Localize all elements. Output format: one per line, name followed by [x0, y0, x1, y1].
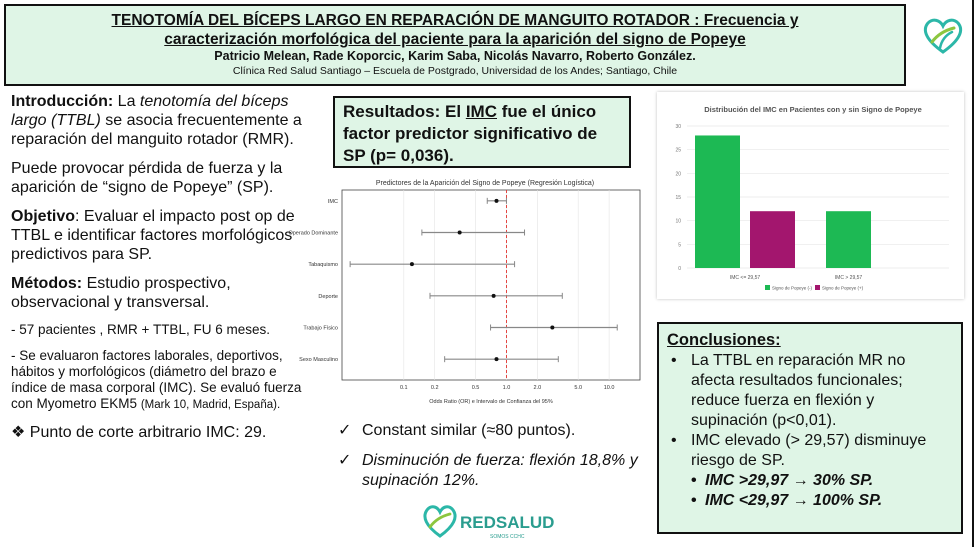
finding-strength-text: Disminución de fuerza: flexión 18,8% y supinación 12%. [362, 452, 638, 489]
forest-plot [288, 178, 645, 410]
bar-chart-legend [765, 285, 864, 291]
objective-paragraph [11, 207, 311, 264]
finding-constant-text: Constant similar (≈80 puntos). [362, 422, 576, 439]
forest-x-tick-label: 2.0 [533, 385, 542, 391]
forest-x-tick-label: 5.0 [574, 385, 583, 391]
heart-logo-icon [425, 507, 455, 536]
bar-chart-title: Distribución del IMC en Pacientes con y sin Signo de Popeye [704, 105, 922, 114]
forest-x-tick-label: 0.1 [399, 385, 408, 391]
results-post: fue el único factor predictor significativo de SP (p= 0,036). [343, 102, 598, 165]
forest-point [492, 294, 496, 298]
finding-constant [338, 421, 638, 441]
forest-row-label: IMC [327, 198, 338, 205]
heart-logo-icon [918, 12, 968, 58]
conclusion-item-1: • La TTBL en reparación MR no afecta resultados funcionales; reduce fuerza en flexión y supinación (p<0,01). [667, 351, 953, 431]
forest-plot-title: Predictores de la Aparición del Signo de Popeye (Regresión Logística) [375, 180, 595, 187]
logo-text: REDSALUD [460, 513, 555, 532]
intro-paragraph [11, 92, 311, 149]
forest-point [495, 357, 499, 361]
bar-category-label: IMC > 29,57 [834, 275, 863, 281]
methods-label: Métodos: [11, 275, 83, 292]
diamond-bullet-icon: ❖ [11, 424, 26, 441]
forest-plot-xlabel: Odds Ratio (OR) e Intervalo de Confianza del 95% [429, 399, 553, 405]
bar-y-tick-label: 0 [678, 266, 681, 272]
objective-text: : Evaluar el impacto post op de TTBL e identificar factores morfológicos predictivos para SP. [11, 208, 295, 263]
forest-row-label: Trabajo Físico [303, 325, 338, 332]
legend-swatch [765, 285, 770, 290]
methods-item-2-text: - Se evaluaron factores laborales, deportivos, hábitos y morfológicos (diámetro del brazo e índice de masa corporal (IMC). Se evaluó fuerza con Myometro EKM5 [11, 348, 302, 411]
results-box [333, 96, 631, 168]
bar-y-tick-label: 15 [675, 195, 681, 201]
methods-item-1: - 57 pacientes , RMR + TTBL, FU 6 meses. [11, 322, 270, 337]
methods-item-2-small: (Mark 10, Madrid, España). [140, 399, 281, 411]
forest-plot-rows [288, 198, 617, 363]
bar-y-tick-label: 5 [678, 242, 681, 249]
conclusions-list [667, 351, 953, 511]
left-column [11, 92, 311, 452]
bar-no-popeye [826, 211, 871, 268]
legend-label: Signo de Popeye (+) [822, 285, 864, 291]
forest-x-tick-label: 0.2 [430, 385, 439, 391]
forest-point [458, 231, 462, 235]
title-line-1: TENOTOMÍA DEL BÍCEPS LARGO EN REPARACIÓN DE MANGUITO ROTADOR : Frecuencia y [111, 12, 799, 29]
results-imc: IMC [465, 102, 497, 121]
conclusion-subitem-1: • IMC >29,97 → 30% SP. [667, 471, 953, 491]
findings-list [338, 421, 638, 501]
bar-y-tick-label: 30 [675, 124, 681, 130]
legend-label: Signo de Popeye (-) [772, 285, 813, 291]
bmi-bar-chart [657, 92, 964, 299]
bar-no-popeye [695, 135, 740, 268]
intro-pre: La [117, 93, 136, 110]
bar-popeye [750, 211, 795, 268]
cutoff-text: Punto de corte arbitrario IMC: 29. [29, 424, 267, 441]
finding-strength [338, 451, 638, 491]
results-pre: Resultados: El [343, 102, 462, 121]
forest-x-tick-label: 10.0 [603, 385, 615, 391]
forest-row-label: Sexo Masculino [299, 357, 338, 364]
right-border [972, 0, 974, 547]
intro-rest: se asocia frecuentemente a reparación del manguito rotador (RMR). [11, 112, 302, 148]
check-icon: ✓ [338, 452, 352, 469]
intro-label: Introducción: [11, 93, 114, 110]
methods-text: Estudio prospectivo, observacional y transversal. [11, 275, 231, 311]
bar-chart-bars [695, 135, 871, 268]
legend-swatch [815, 285, 820, 290]
conclusion-item-2: • IMC elevado (> 29,57) disminuye riesgo de SP. [667, 431, 953, 471]
title-line-2: caracterización morfológica del paciente para la aparición del signo de Popeye [164, 31, 746, 48]
forest-row-label: Deporte [318, 293, 338, 300]
forest-x-tick-label: 1.0 [502, 385, 511, 391]
authors: Patricio Melean, Rade Koporcic, Karim Saba, Nicolás Navarro, Roberto González. [214, 49, 696, 63]
redsalud-logo [420, 500, 560, 542]
bar-category-label: IMC <= 29,57 [729, 275, 761, 281]
forest-x-tick-label: 0.5 [471, 385, 480, 391]
forest-point [550, 326, 554, 330]
logo-subtext: SOMOS CCHC [490, 534, 525, 540]
forest-point [410, 262, 414, 266]
bar-y-tick-label: 20 [675, 171, 681, 178]
conclusions-heading: Conclusiones: [667, 331, 781, 349]
forest-plot-x-ticks [400, 385, 614, 391]
affiliation: Clínica Red Salud Santiago – Escuela de Postgrado, Universidad de los Andes; Santiago, Chile [232, 65, 678, 77]
methods-item-2 [11, 348, 311, 413]
check-icon: ✓ [338, 422, 352, 439]
forest-plot-grid [404, 190, 609, 380]
intro-term: tenotomía del bíceps largo (TTBL) [11, 93, 289, 129]
forest-plot-frame [342, 190, 640, 380]
methods-paragraph [11, 274, 311, 312]
forest-row-label: Operado Dominante [288, 230, 338, 237]
intro-paragraph-2: Puede provocar pérdida de fuerza y la aparición de “signo de Popeye” (SP). [11, 160, 283, 196]
forest-point [495, 199, 499, 203]
bar-y-tick-label: 25 [675, 147, 681, 154]
objective-label: Objetivo [11, 208, 76, 225]
conclusions-box [657, 322, 963, 534]
cutoff-line [11, 423, 311, 442]
conclusion-subitem-2: • IMC <29,97 → 100% SP. [667, 491, 953, 511]
forest-row-label: Tabaquismo [308, 262, 338, 269]
bar-y-tick-label: 10 [675, 218, 681, 225]
bar-chart-categories [730, 275, 863, 281]
poster-header [4, 4, 906, 86]
